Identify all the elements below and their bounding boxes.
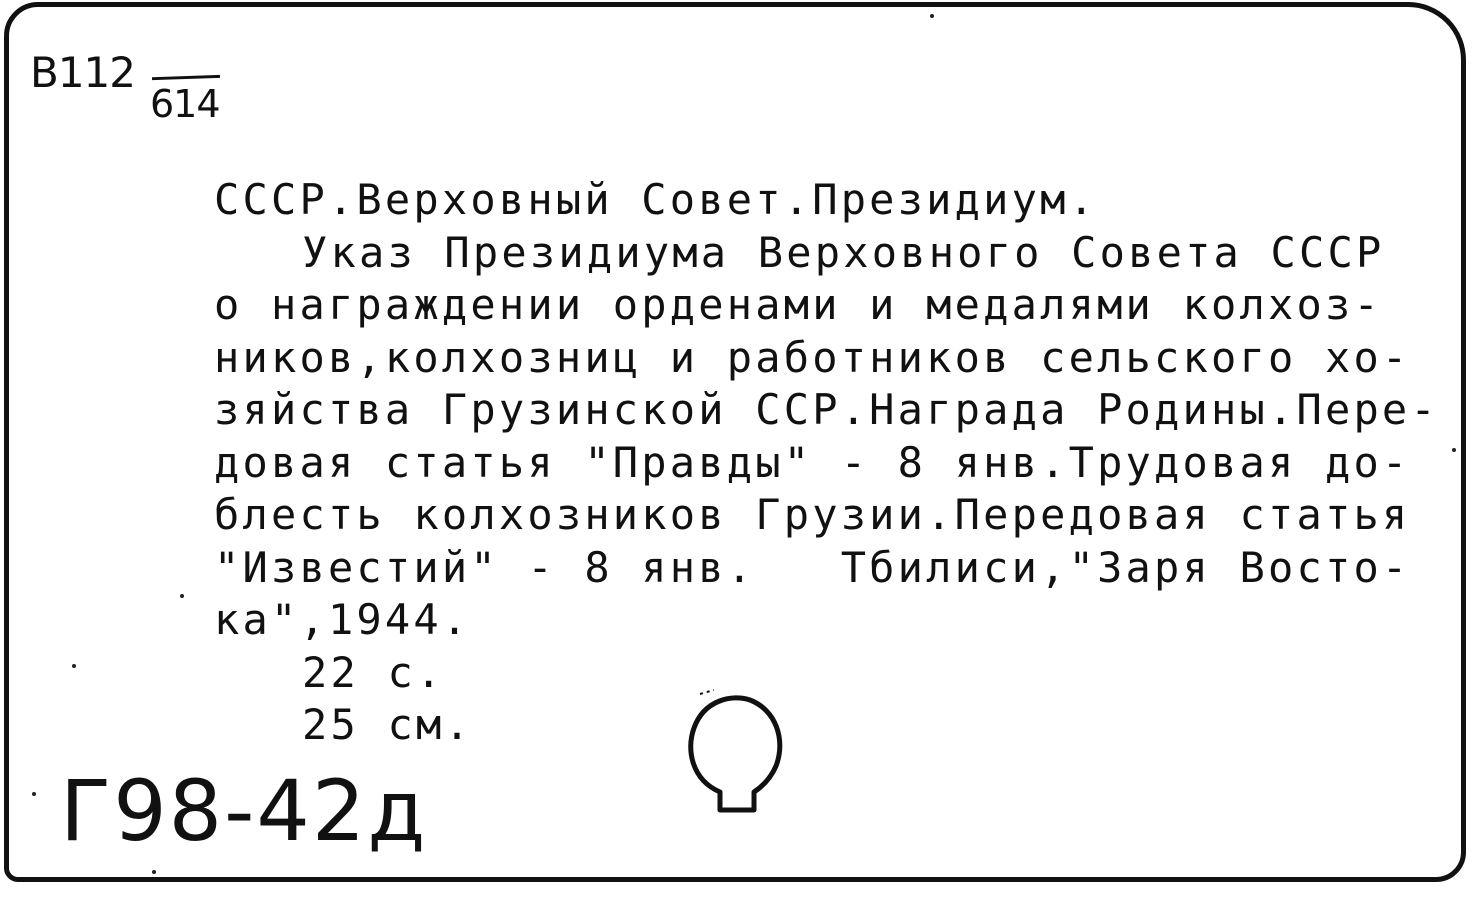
text-line: зяйства Грузинской ССР.Награда Родины.Пере- (214, 385, 1439, 434)
text-line: ников,колхозниц и работников сельского хо- (214, 332, 1411, 382)
punch-hole-outline-icon (680, 680, 790, 830)
size-line: 25 см. (302, 700, 473, 749)
text-line: блесть колхозников Грузии.Передовая статья (214, 490, 1411, 539)
speck (72, 664, 76, 668)
speck (930, 14, 934, 18)
speck (152, 870, 156, 874)
speck (180, 594, 184, 598)
heading-line: СССР.Верховный Совет.Президиум. (214, 175, 1098, 224)
shelfmark-subnumber: 614 (150, 82, 220, 126)
text-line: ка",1944. (214, 595, 471, 644)
handwritten-call-number: Г98-42д (60, 762, 428, 860)
text-line: "Известий" - 8 янв. Тбилиси,"Заря Восто- (214, 542, 1411, 592)
pages-line: 22 с. (302, 647, 445, 697)
shelfmark-number: B112 (30, 48, 135, 97)
speck (32, 792, 36, 796)
card-body-text (214, 174, 1439, 752)
text-line: о награждении орденами и медалями колхоз- (214, 280, 1382, 329)
speck (1452, 448, 1456, 452)
text-line: довая статья "Правды" - 8 янв.Трудовая до- (214, 437, 1411, 487)
text-line: Указ Президиума Верховного Совета СССР (302, 227, 1385, 277)
